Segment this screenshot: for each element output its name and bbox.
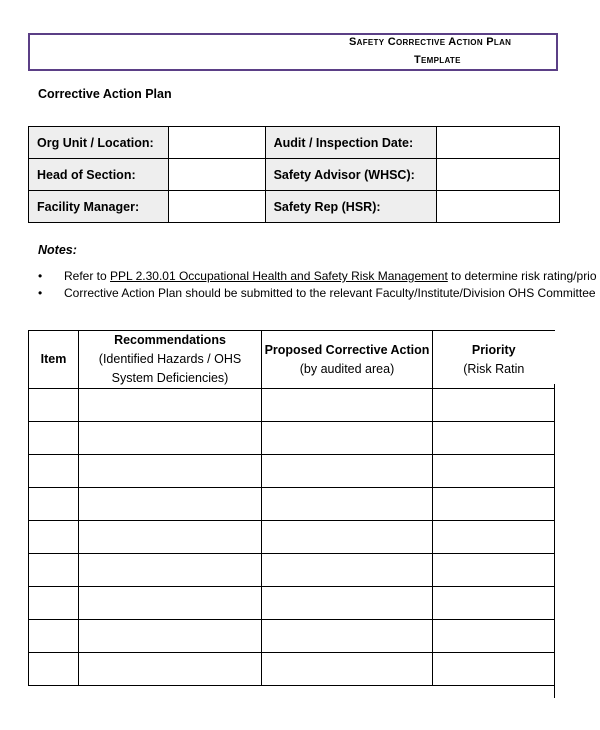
note-text: Corrective Action Plan should be submitted to the relevant Faculty/Institute/Division OHS Committee (64, 286, 596, 300)
safety-advisor-field[interactable] (437, 159, 560, 191)
recommendation-cell[interactable] (79, 455, 262, 488)
facility-manager-label: Facility Manager: (29, 191, 169, 223)
recommendations-header-sub2: System Deficiencies) (111, 371, 229, 385)
bullet-icon: • (38, 269, 43, 283)
action-cell[interactable] (262, 587, 433, 620)
safety-rep-field[interactable] (437, 191, 560, 223)
table-row (29, 587, 555, 620)
info-row (29, 127, 560, 159)
priority-cell[interactable] (433, 389, 555, 422)
note-suffix: to determine risk rating/prio (447, 269, 597, 283)
note-prefix: Refer to (64, 269, 111, 283)
table-row (29, 554, 555, 587)
recommendation-cell[interactable] (79, 488, 262, 521)
recommendation-cell[interactable] (79, 554, 262, 587)
item-cell[interactable] (29, 488, 79, 521)
priority-cell[interactable] (433, 620, 555, 653)
ppl-policy-link[interactable]: PPL 2.30.01 Occupational Health and Safety Risk Management (110, 269, 448, 283)
org-unit-field[interactable] (168, 127, 265, 159)
audit-date-label: Audit / Inspection Date: (265, 127, 437, 159)
recommendation-cell[interactable] (79, 389, 262, 422)
priority-header-title: Priority (471, 342, 516, 357)
safety-rep-label: Safety Rep (HSR): (265, 191, 437, 223)
info-row (29, 191, 560, 223)
action-cell[interactable] (262, 620, 433, 653)
priority-cell[interactable] (433, 554, 555, 587)
priority-cell[interactable] (433, 653, 555, 686)
action-cell[interactable] (262, 455, 433, 488)
table-row (29, 521, 555, 554)
recommendation-cell[interactable] (79, 620, 262, 653)
priority-cell[interactable] (433, 587, 555, 620)
action-cell[interactable] (262, 488, 433, 521)
table-row (29, 389, 555, 422)
action-header-title: Proposed Corrective Action (264, 342, 430, 357)
item-header-title: Item (40, 352, 67, 366)
item-cell[interactable] (29, 521, 79, 554)
recommendation-cell[interactable] (79, 587, 262, 620)
priority-cell[interactable] (433, 422, 555, 455)
table-right-border (554, 384, 555, 698)
item-cell[interactable] (29, 587, 79, 620)
action-header-sub: (by audited area) (299, 361, 395, 376)
notes-title: Notes: (38, 243, 77, 257)
document-title: Safety Corrective Action Plan (349, 36, 512, 48)
item-cell[interactable] (29, 422, 79, 455)
info-table (28, 126, 560, 223)
action-cell[interactable] (262, 389, 433, 422)
priority-cell[interactable] (433, 521, 555, 554)
recommendations-column-header (79, 331, 262, 389)
info-row (29, 159, 560, 191)
note-text (64, 269, 597, 283)
corrective-action-table (28, 330, 555, 686)
note-item-1 (38, 269, 598, 285)
head-of-section-field[interactable] (168, 159, 265, 191)
priority-header-sub: (Risk Ratin (463, 361, 525, 376)
audit-date-field[interactable] (437, 127, 560, 159)
table-header-row (29, 331, 555, 389)
bullet-icon: • (38, 286, 43, 300)
action-cell[interactable] (262, 422, 433, 455)
priority-cell[interactable] (433, 455, 555, 488)
action-cell[interactable] (262, 653, 433, 686)
recommendations-header-sub1: (Identified Hazards / OHS (98, 352, 242, 366)
item-cell[interactable] (29, 554, 79, 587)
table-row (29, 620, 555, 653)
action-cell[interactable] (262, 521, 433, 554)
recommendations-header-title: Recommendations (114, 333, 226, 347)
recommendation-cell[interactable] (79, 422, 262, 455)
action-cell[interactable] (262, 554, 433, 587)
item-cell[interactable] (29, 455, 79, 488)
priority-cell[interactable] (433, 488, 555, 521)
head-of-section-label: Head of Section: (29, 159, 169, 191)
table-row (29, 488, 555, 521)
table-row (29, 455, 555, 488)
recommendation-cell[interactable] (79, 653, 262, 686)
item-column-header (29, 331, 79, 389)
section-heading: Corrective Action Plan (38, 87, 172, 101)
recommendation-cell[interactable] (79, 521, 262, 554)
corrective-action-column-header (262, 331, 433, 389)
note-item-2 (38, 286, 598, 302)
document-title-box (28, 33, 558, 71)
facility-manager-field[interactable] (168, 191, 265, 223)
org-unit-label: Org Unit / Location: (29, 127, 169, 159)
document-title-subtitle: Template (414, 54, 461, 66)
table-row (29, 653, 555, 686)
item-cell[interactable] (29, 389, 79, 422)
table-row (29, 422, 555, 455)
safety-advisor-label: Safety Advisor (WHSC): (265, 159, 437, 191)
priority-column-header (433, 331, 555, 389)
item-cell[interactable] (29, 620, 79, 653)
item-cell[interactable] (29, 653, 79, 686)
